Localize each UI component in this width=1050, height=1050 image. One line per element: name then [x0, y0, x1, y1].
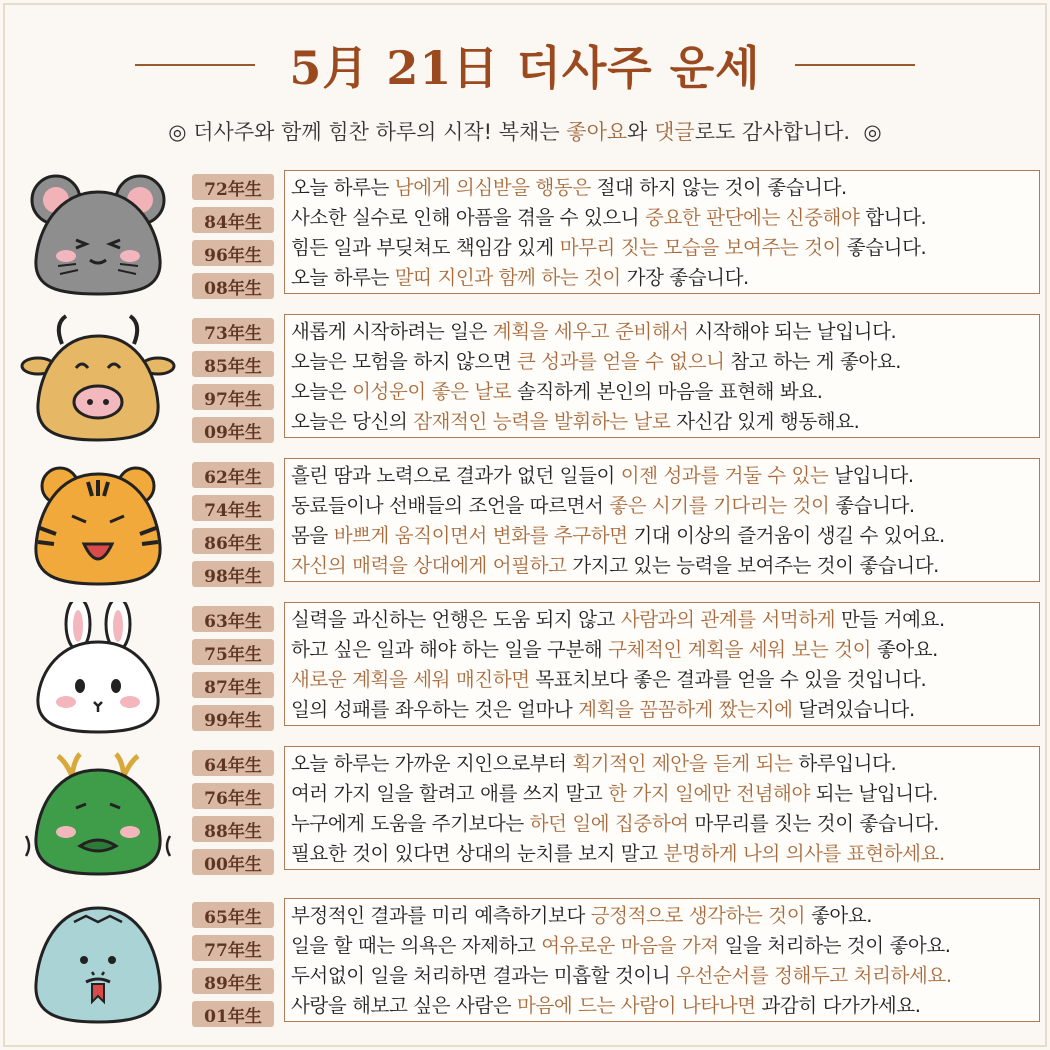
rat-icon — [18, 170, 178, 304]
page-title — [0, 30, 1050, 100]
fortune-box — [284, 314, 1040, 438]
circle-mark-icon: ◎ — [863, 120, 882, 144]
fortune-line: 두서없이 일을 처리하면 결과는 미흡할 것이니 우선순서를 정해두고 처리하세요. — [291, 964, 952, 987]
fortune-box — [284, 170, 1040, 294]
fortune-line: 사랑을 해보고 싶은 사람은 마음에 드는 사람이 나타나면 과감히 다가가세요. — [291, 994, 921, 1017]
birth-year-tag: 64年生 — [192, 750, 274, 776]
fortune-row-dragon — [0, 746, 1050, 880]
fortune-line: 오늘 하루는 말띠 지인과 함께 하는 것이 가장 좋습니다. — [291, 266, 749, 289]
birth-year-tag: 87年生 — [192, 672, 274, 698]
fortune-line: 실력을 과신하는 언행은 도움 되지 않고 사람과의 관계를 서먹하게 만들 거예요. — [291, 608, 945, 631]
circle-mark-icon: ◎ — [168, 120, 187, 144]
fortune-line: 오늘 하루는 가까운 지인으로부터 획기적인 제안을 듣게 되는 하루입니다. — [291, 752, 897, 775]
birth-year-tag: 08年生 — [192, 273, 274, 299]
subtitle-pre: 더사주와 함께 힘찬 하루의 시작! 복채는 — [193, 120, 567, 144]
title-rule-right — [795, 64, 915, 66]
birth-year-tag: 99年生 — [192, 705, 274, 731]
birth-year-tag: 85年生 — [192, 351, 274, 377]
fortune-line: 동료들이나 선배들의 조언을 따르면서 좋은 시기를 기다리는 것이 좋습니다. — [291, 494, 915, 517]
birth-year-tag: 88年生 — [192, 816, 274, 842]
fortune-line: 자신의 매력을 상대에게 어필하고 가지고 있는 능력을 보여주는 것이 좋습니다. — [291, 554, 939, 577]
fortune-line: 새로운 계획을 세워 매진하면 목표치보다 좋은 결과를 얻을 수 있을 것입니다. — [291, 668, 927, 691]
birth-year-tag: 77年生 — [192, 935, 274, 961]
subtitle — [0, 116, 1050, 146]
birth-year-tag: 00年生 — [192, 849, 274, 875]
fortune-line: 오늘은 당신의 잠재적인 능력을 발휘하는 날로 자신감 있게 행동해요. — [291, 410, 860, 433]
fortune-line: 누구에게 도움을 주기보다는 하던 일에 집중하여 마무리를 짓는 것이 좋습니다. — [291, 812, 939, 835]
fortune-line: 몸을 바쁘게 움직이면서 변화를 추구하면 기대 이상의 즐거움이 생길 수 있어요. — [291, 524, 945, 547]
birth-year-tag: 98年生 — [192, 561, 274, 587]
fortune-row-rat — [0, 170, 1050, 304]
fortune-line: 흘린 땀과 노력으로 결과가 없던 일들이 이젠 성과를 거둘 수 있는 날입니다. — [291, 464, 914, 487]
fortune-row-rabbit — [0, 602, 1050, 736]
fortune-line: 하고 싶은 일과 해야 하는 일을 구분해 구체적인 계획을 세워 보는 것이 좋아요. — [291, 638, 938, 661]
fortune-box — [284, 458, 1040, 582]
birth-year-tag: 62年生 — [192, 462, 274, 488]
birth-year-tags — [192, 462, 274, 594]
birth-year-tags — [192, 174, 274, 306]
birth-year-tag: 72年生 — [192, 174, 274, 200]
fortune-row-snake — [0, 898, 1050, 1032]
birth-year-tag: 01年生 — [192, 1001, 274, 1027]
birth-year-tag: 86年生 — [192, 528, 274, 554]
birth-year-tags — [192, 902, 274, 1034]
title-text: 5月 21日 더사주 운세 — [289, 41, 761, 95]
fortune-line: 오늘은 모험을 하지 않으면 큰 성과를 얻을 수 없으니 참고 하는 게 좋아요. — [291, 350, 902, 373]
fortune-line: 오늘 하루는 남에게 의심받을 행동은 절대 하지 않는 것이 좋습니다. — [291, 176, 847, 199]
dragon-icon — [18, 746, 178, 880]
birth-year-tag: 74年生 — [192, 495, 274, 521]
birth-year-tag: 63年生 — [192, 606, 274, 632]
birth-year-tags — [192, 606, 274, 738]
fortune-line: 새롭게 시작하려는 일은 계획을 세우고 준비해서 시작해야 되는 날입니다. — [291, 320, 897, 343]
birth-year-tag: 84年生 — [192, 207, 274, 233]
fortune-box — [284, 746, 1040, 870]
fortune-row-tiger — [0, 458, 1050, 592]
birth-year-tag: 97年生 — [192, 384, 274, 410]
birth-year-tag: 96年生 — [192, 240, 274, 266]
birth-year-tags — [192, 318, 274, 450]
fortune-line: 부정적인 결과를 미리 예측하기보다 긍정적으로 생각하는 것이 좋아요. — [291, 904, 873, 927]
fortune-line: 여러 가지 일을 할려고 애를 쓰지 말고 한 가지 일에만 전념해야 되는 날입니다. — [291, 782, 938, 805]
fortune-line: 사소한 실수로 인해 아픔을 겪을 수 있으니 중요한 판단에는 신중해야 합니다. — [291, 206, 927, 229]
birth-year-tag: 73年生 — [192, 318, 274, 344]
subtitle-like: 좋아요 — [566, 120, 628, 144]
subtitle-mid: 와 — [627, 120, 655, 144]
birth-year-tags — [192, 750, 274, 882]
snake-icon — [18, 898, 178, 1032]
ox-icon — [18, 314, 178, 448]
fortune-line: 일을 할 때는 의욕은 자제하고 여유로운 마음을 가져 일을 처리하는 것이 좋아요. — [291, 934, 951, 957]
birth-year-tag: 89年生 — [192, 968, 274, 994]
fortune-row-ox — [0, 314, 1050, 448]
subtitle-post: 로도 감사합니다. — [694, 120, 851, 144]
fortune-box — [284, 898, 1040, 1022]
fortune-line: 필요한 것이 있다면 상대의 눈치를 보지 말고 분명하게 나의 의사를 표현하세요. — [291, 842, 945, 865]
title-rule-left — [135, 64, 255, 66]
fortune-line: 일의 성패를 좌우하는 것은 얼마나 계획을 꼼꼼하게 짰는지에 달려있습니다. — [291, 698, 915, 721]
tiger-icon — [18, 458, 178, 592]
birth-year-tag: 75年生 — [192, 639, 274, 665]
birth-year-tag: 09年生 — [192, 417, 274, 443]
subtitle-comment: 댓글 — [654, 120, 695, 144]
birth-year-tag: 65年生 — [192, 902, 274, 928]
birth-year-tag: 76年生 — [192, 783, 274, 809]
fortune-line: 오늘은 이성운이 좋은 날로 솔직하게 본인의 마음을 표현해 봐요. — [291, 380, 823, 403]
fortune-line: 힘든 일과 부딪쳐도 책임감 있게 마무리 짓는 모습을 보여주는 것이 좋습니다. — [291, 236, 927, 259]
fortune-box — [284, 602, 1040, 726]
rabbit-icon — [18, 602, 178, 736]
